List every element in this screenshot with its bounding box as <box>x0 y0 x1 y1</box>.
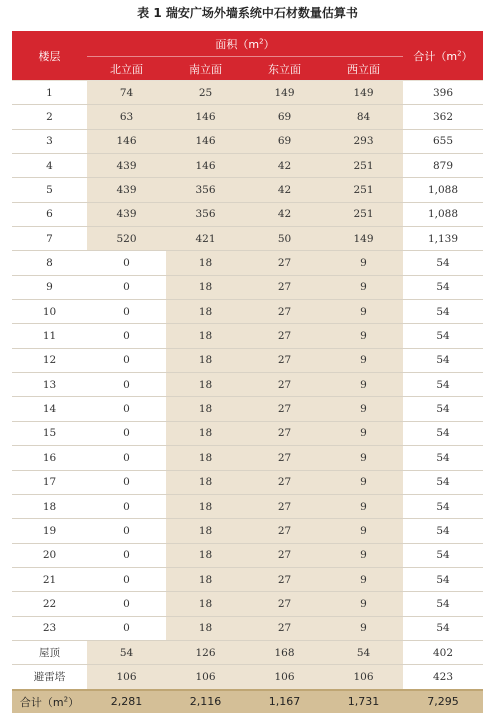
south-cell: 126 <box>166 640 245 664</box>
east-cell: 42 <box>245 154 324 178</box>
west-cell: 9 <box>324 373 403 397</box>
north-cell: 0 <box>87 275 166 299</box>
row-total-cell: 423 <box>403 665 483 690</box>
south-cell: 18 <box>166 519 245 543</box>
row-total-cell: 54 <box>403 275 483 299</box>
row-total-cell: 54 <box>403 446 483 470</box>
south-cell: 18 <box>166 543 245 567</box>
north-cell: 106 <box>87 665 166 690</box>
row-total-cell: 879 <box>403 154 483 178</box>
table-row <box>12 665 483 690</box>
east-cell: 27 <box>245 324 324 348</box>
south-cell: 18 <box>166 421 245 445</box>
table-row <box>12 640 483 664</box>
east-cell: 42 <box>245 202 324 226</box>
north-cell: 0 <box>87 348 166 372</box>
south-cell: 18 <box>166 373 245 397</box>
east-cell: 27 <box>245 446 324 470</box>
total-south: 2,116 <box>166 690 245 713</box>
table-row <box>12 324 483 348</box>
table-row <box>12 519 483 543</box>
north-cell: 0 <box>87 519 166 543</box>
floor-cell: 13 <box>12 373 87 397</box>
row-total-cell: 362 <box>403 105 483 129</box>
east-cell: 27 <box>245 300 324 324</box>
floor-cell: 4 <box>12 154 87 178</box>
row-total-cell: 54 <box>403 543 483 567</box>
north-cell: 439 <box>87 202 166 226</box>
west-cell: 251 <box>324 178 403 202</box>
east-cell: 42 <box>245 178 324 202</box>
table-footer <box>12 690 483 713</box>
west-cell: 9 <box>324 397 403 421</box>
total-west: 1,731 <box>324 690 403 713</box>
north-cell: 63 <box>87 105 166 129</box>
south-cell: 356 <box>166 202 245 226</box>
header-north-face: 北立面 <box>87 57 166 81</box>
south-cell: 18 <box>166 324 245 348</box>
floor-cell: 11 <box>12 324 87 348</box>
floor-cell: 避雷塔 <box>12 665 87 690</box>
east-cell: 27 <box>245 470 324 494</box>
east-cell: 27 <box>245 567 324 591</box>
row-total-cell: 54 <box>403 397 483 421</box>
west-cell: 9 <box>324 421 403 445</box>
table-row <box>12 494 483 518</box>
north-cell: 520 <box>87 227 166 251</box>
west-cell: 9 <box>324 543 403 567</box>
west-cell: 9 <box>324 470 403 494</box>
table-row <box>12 227 483 251</box>
floor-cell: 14 <box>12 397 87 421</box>
table-row <box>12 397 483 421</box>
east-cell: 27 <box>245 397 324 421</box>
north-cell: 0 <box>87 324 166 348</box>
south-cell: 146 <box>166 129 245 153</box>
row-total-cell: 54 <box>403 567 483 591</box>
north-cell: 0 <box>87 470 166 494</box>
south-cell: 356 <box>166 178 245 202</box>
east-cell: 69 <box>245 105 324 129</box>
floor-cell: 15 <box>12 421 87 445</box>
floor-cell: 19 <box>12 519 87 543</box>
west-cell: 9 <box>324 592 403 616</box>
west-cell: 9 <box>324 300 403 324</box>
west-cell: 149 <box>324 81 403 105</box>
row-total-cell: 54 <box>403 373 483 397</box>
table-row <box>12 616 483 640</box>
south-cell: 18 <box>166 494 245 518</box>
east-cell: 27 <box>245 275 324 299</box>
west-cell: 9 <box>324 616 403 640</box>
table-row <box>12 275 483 299</box>
floor-cell: 18 <box>12 494 87 518</box>
floor-cell: 7 <box>12 227 87 251</box>
east-cell: 27 <box>245 592 324 616</box>
row-total-cell: 402 <box>403 640 483 664</box>
floor-cell: 8 <box>12 251 87 275</box>
west-cell: 9 <box>324 494 403 518</box>
north-cell: 0 <box>87 592 166 616</box>
table-row <box>12 543 483 567</box>
table-row <box>12 373 483 397</box>
west-cell: 9 <box>324 324 403 348</box>
south-cell: 146 <box>166 154 245 178</box>
row-total-cell: 1,088 <box>403 178 483 202</box>
south-cell: 18 <box>166 592 245 616</box>
table-row <box>12 81 483 105</box>
table-row <box>12 154 483 178</box>
table-row <box>12 300 483 324</box>
west-cell: 9 <box>324 275 403 299</box>
south-cell: 18 <box>166 275 245 299</box>
floor-cell: 10 <box>12 300 87 324</box>
floor-cell: 23 <box>12 616 87 640</box>
east-cell: 27 <box>245 616 324 640</box>
stone-quantity-table <box>12 31 483 713</box>
total-row <box>12 690 483 713</box>
row-total-cell: 54 <box>403 519 483 543</box>
south-cell: 18 <box>166 446 245 470</box>
east-cell: 27 <box>245 373 324 397</box>
north-cell: 439 <box>87 154 166 178</box>
east-cell: 149 <box>245 81 324 105</box>
west-cell: 9 <box>324 251 403 275</box>
row-total-cell: 54 <box>403 421 483 445</box>
floor-cell: 20 <box>12 543 87 567</box>
east-cell: 27 <box>245 519 324 543</box>
west-cell: 9 <box>324 446 403 470</box>
floor-cell: 9 <box>12 275 87 299</box>
floor-cell: 6 <box>12 202 87 226</box>
table-header <box>12 31 483 81</box>
total-east: 1,167 <box>245 690 324 713</box>
row-total-cell: 54 <box>403 592 483 616</box>
header-floor: 楼层 <box>12 31 87 81</box>
header-total: 合计$(m^2)$ <box>403 31 483 81</box>
header-south-face: 南立面 <box>166 57 245 81</box>
floor-cell: 5 <box>12 178 87 202</box>
row-total-cell: 1,139 <box>403 227 483 251</box>
west-cell: 251 <box>324 202 403 226</box>
south-cell: 106 <box>166 665 245 690</box>
north-cell: 0 <box>87 397 166 421</box>
header-west-face: 西立面 <box>324 57 403 81</box>
floor-cell: 屋顶 <box>12 640 87 664</box>
floor-cell: 3 <box>12 129 87 153</box>
south-cell: 25 <box>166 81 245 105</box>
table-row <box>12 470 483 494</box>
west-cell: 251 <box>324 154 403 178</box>
total-north: 2,281 <box>87 690 166 713</box>
north-cell: 0 <box>87 446 166 470</box>
row-total-cell: 396 <box>403 81 483 105</box>
row-total-cell: 54 <box>403 494 483 518</box>
table-row <box>12 105 483 129</box>
west-cell: 106 <box>324 665 403 690</box>
north-cell: 439 <box>87 178 166 202</box>
floor-cell: 17 <box>12 470 87 494</box>
south-cell: 18 <box>166 300 245 324</box>
west-cell: 84 <box>324 105 403 129</box>
south-cell: 146 <box>166 105 245 129</box>
north-cell: 54 <box>87 640 166 664</box>
north-cell: 0 <box>87 421 166 445</box>
floor-cell: 22 <box>12 592 87 616</box>
south-cell: 18 <box>166 616 245 640</box>
floor-cell: 21 <box>12 567 87 591</box>
west-cell: 149 <box>324 227 403 251</box>
row-total-cell: 54 <box>403 348 483 372</box>
table-row <box>12 567 483 591</box>
east-cell: 27 <box>245 494 324 518</box>
floor-cell: 1 <box>12 81 87 105</box>
row-total-cell: 54 <box>403 616 483 640</box>
south-cell: 18 <box>166 251 245 275</box>
table-title: 表 1 瑞安广场外墙系统中石材数量估算书 <box>137 6 358 20</box>
table-row <box>12 202 483 226</box>
table-row <box>12 178 483 202</box>
table-row <box>12 446 483 470</box>
floor-cell: 16 <box>12 446 87 470</box>
north-cell: 0 <box>87 373 166 397</box>
east-cell: 27 <box>245 348 324 372</box>
table-body <box>12 81 483 690</box>
total-label: 合计$(m^2)$ <box>12 690 87 713</box>
south-cell: 18 <box>166 348 245 372</box>
row-total-cell: 54 <box>403 324 483 348</box>
north-cell: 0 <box>87 543 166 567</box>
row-total-cell: 1,088 <box>403 202 483 226</box>
east-cell: 27 <box>245 421 324 445</box>
row-total-cell: 54 <box>403 470 483 494</box>
north-cell: 0 <box>87 300 166 324</box>
north-cell: 74 <box>87 81 166 105</box>
row-total-cell: 54 <box>403 300 483 324</box>
floor-cell: 2 <box>12 105 87 129</box>
east-cell: 27 <box>245 251 324 275</box>
south-cell: 18 <box>166 567 245 591</box>
table-row <box>12 421 483 445</box>
table-row <box>12 592 483 616</box>
east-cell: 27 <box>245 543 324 567</box>
west-cell: 9 <box>324 567 403 591</box>
north-cell: 0 <box>87 494 166 518</box>
south-cell: 18 <box>166 397 245 421</box>
east-cell: 69 <box>245 129 324 153</box>
north-cell: 0 <box>87 616 166 640</box>
north-cell: 0 <box>87 251 166 275</box>
north-cell: 146 <box>87 129 166 153</box>
east-cell: 106 <box>245 665 324 690</box>
row-total-cell: 54 <box>403 251 483 275</box>
south-cell: 421 <box>166 227 245 251</box>
north-cell: 0 <box>87 567 166 591</box>
west-cell: 9 <box>324 519 403 543</box>
west-cell: 9 <box>324 348 403 372</box>
table-row <box>12 348 483 372</box>
row-total-cell: 655 <box>403 129 483 153</box>
east-cell: 168 <box>245 640 324 664</box>
table-row <box>12 251 483 275</box>
table-row <box>12 129 483 153</box>
west-cell: 293 <box>324 129 403 153</box>
floor-cell: 12 <box>12 348 87 372</box>
header-area: 面积$(m^2)$ <box>87 31 403 57</box>
east-cell: 50 <box>245 227 324 251</box>
grand-total: 7,295 <box>403 690 483 713</box>
header-east-face: 东立面 <box>245 57 324 81</box>
west-cell: 54 <box>324 640 403 664</box>
south-cell: 18 <box>166 470 245 494</box>
